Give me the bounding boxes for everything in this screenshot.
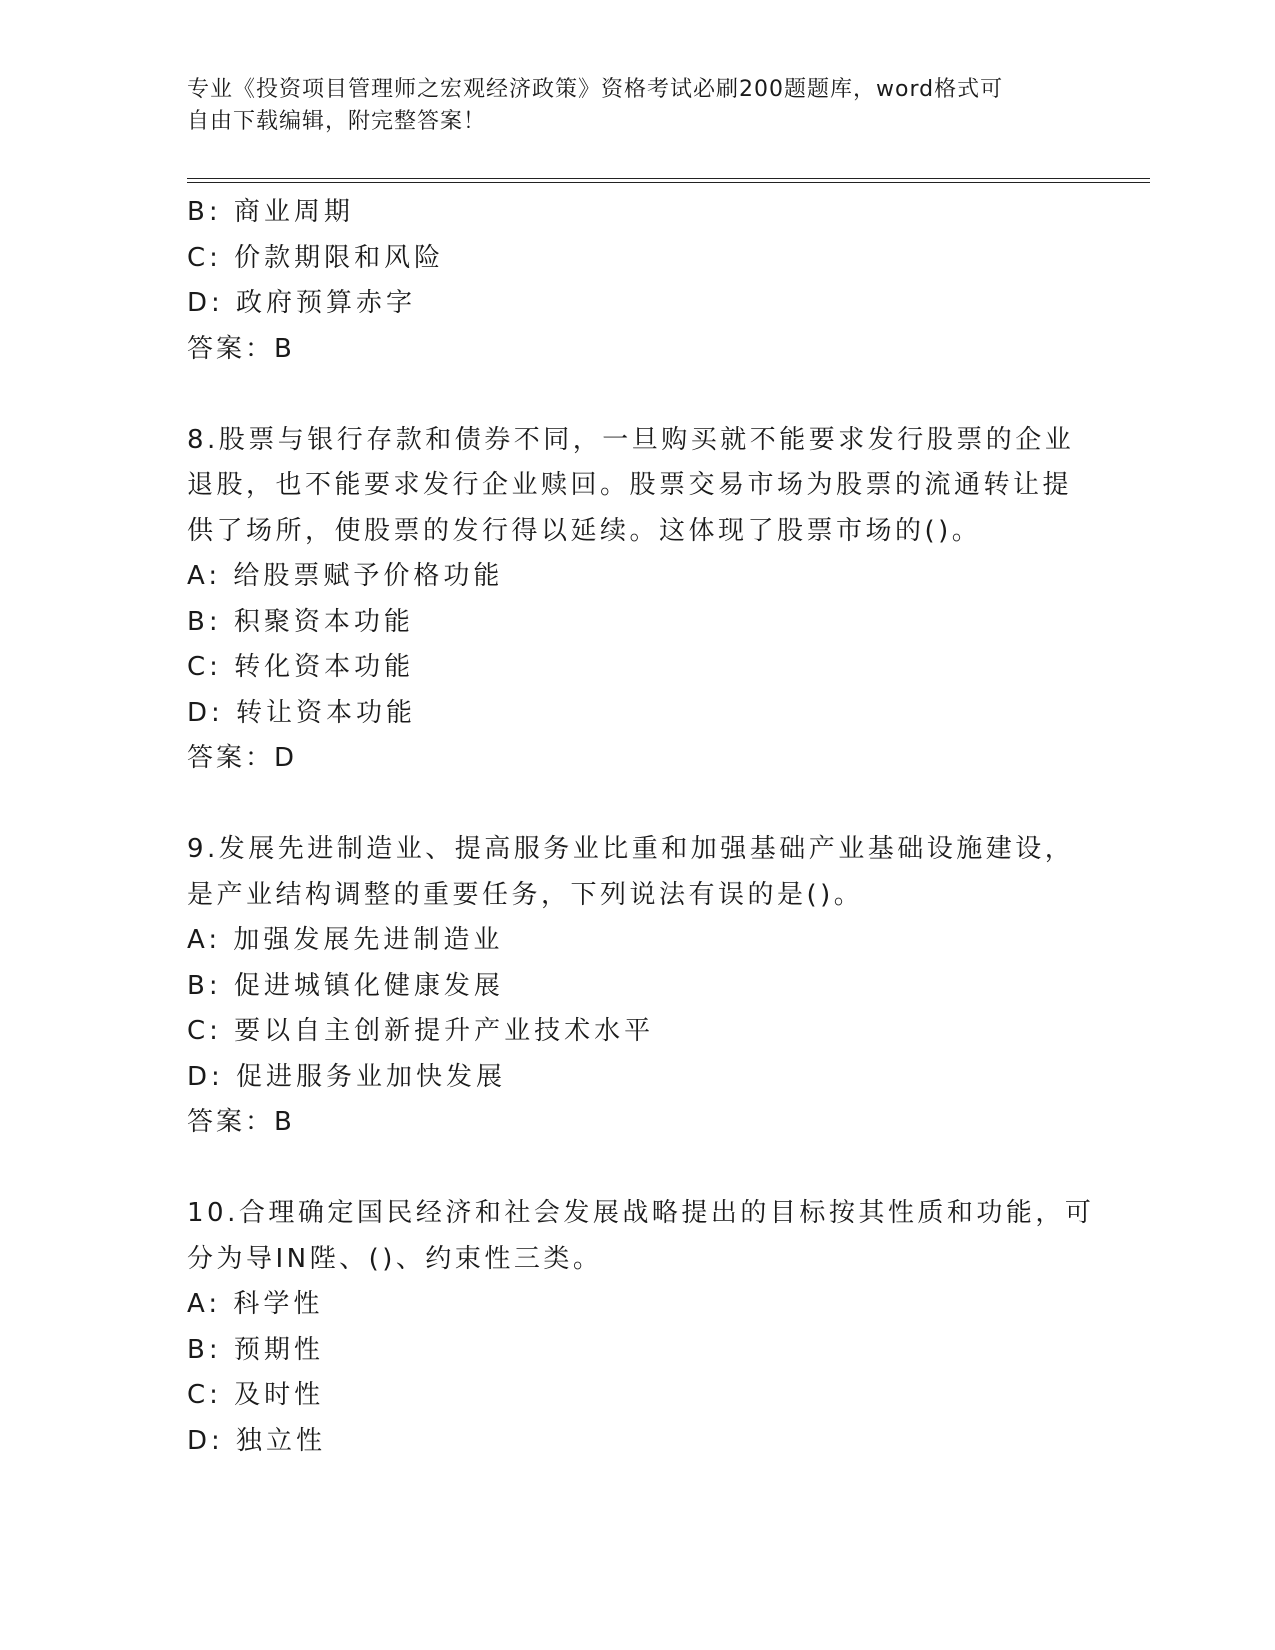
option-c: C: 转化资本功能 [187, 652, 415, 682]
option-c: C: 价款期限和风险 [187, 242, 445, 273]
question-9-block [187, 827, 1087, 1146]
header-divider-bottom [187, 182, 1150, 183]
option-b: B: 预期性 [187, 1334, 324, 1365]
document-header [187, 74, 1067, 138]
question-9-text [187, 827, 1087, 918]
question-8-text [187, 418, 1087, 555]
question-10-text [187, 1191, 1095, 1282]
question-line: 10.合理确定国民经济和社会发展战略提出的目标按其性质和功能，可 [187, 1198, 1095, 1228]
answer-line: 答案：B [187, 333, 295, 364]
spacer [187, 372, 1087, 418]
previous-question-block [187, 190, 1087, 372]
option-a: A: 加强发展先进制造业 [187, 925, 504, 955]
option-c: C: 及时性 [187, 1380, 325, 1410]
header-line-2: 自由下载编辑，附完整答案！ [187, 109, 487, 134]
header-line-1: 专业《投资项目管理师之宏观经济政策》资格考试必刷200题题库，word格式可 [187, 77, 1004, 102]
answer-line: 答案：B [187, 1107, 295, 1137]
question-content [187, 190, 1095, 1464]
question-line: 分为导IN陛、()、约束性三类。 [187, 1243, 603, 1274]
option-b: B: 商业周期 [187, 197, 354, 227]
option-d: D: 转让资本功能 [187, 697, 417, 728]
question-line: 供了场所，使股票的发行得以延续。这体现了股票市场的()。 [187, 515, 982, 546]
option-c: C: 要以自主创新提升产业技术水平 [187, 1016, 655, 1046]
question-line: 8.股票与银行存款和债券不同，一旦购买就不能要求发行股票的企业 [187, 424, 1075, 455]
question-line: 是产业结构调整的重要任务，下列说法有误的是()。 [187, 879, 864, 910]
spacer [187, 1146, 1087, 1192]
option-b: B: 积聚资本功能 [187, 606, 414, 637]
option-b: B: 促进城镇化健康发展 [187, 970, 504, 1001]
question-line: 9.发展先进制造业、提高服务业比重和加强基础产业基础设施建设， [187, 834, 1075, 864]
option-d: D: 政府预算赤字 [187, 288, 417, 318]
option-a: A: 给股票赋予价格功能 [187, 561, 504, 591]
spacer [187, 782, 1087, 828]
answer-line: 答案：D [187, 743, 298, 773]
option-d: D: 促进服务业加快发展 [187, 1061, 507, 1092]
question-10-block [187, 1191, 1095, 1464]
header-divider-top [187, 178, 1150, 179]
option-a: A: 科学性 [187, 1289, 324, 1319]
question-8-block [187, 418, 1087, 782]
option-d: D: 独立性 [187, 1425, 327, 1456]
question-line: 退股，也不能要求发行企业赎回。股票交易市场为股票的流通转让提 [187, 470, 1073, 500]
